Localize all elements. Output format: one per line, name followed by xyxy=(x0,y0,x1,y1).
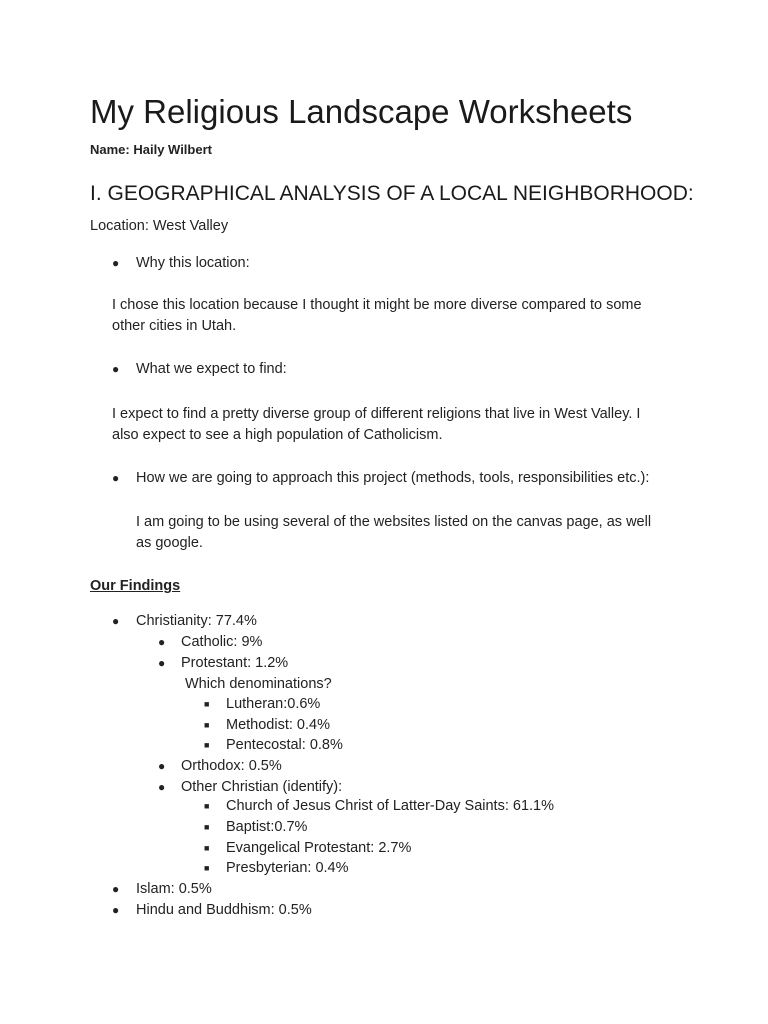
finding-methodist: Methodist: 0.4% xyxy=(226,717,330,733)
finding-lds: Church of Jesus Christ of Latter-Day Saints: 61.1% xyxy=(226,798,555,814)
bullet-icon: ● xyxy=(112,471,120,485)
bullet-icon: ● xyxy=(112,362,120,376)
approach-text-line-1: I am going to be using several of the websites listed on the canvas page, as well xyxy=(136,514,652,530)
bullet-icon: ● xyxy=(112,903,120,917)
location-line: Location: West Valley xyxy=(90,218,229,234)
student-name: Name: Haily Wilbert xyxy=(90,142,212,157)
finding-pentecostal: Pentecostal: 0.8% xyxy=(226,737,343,753)
square-bullet-icon: ■ xyxy=(204,699,210,709)
finding-protestant: Protestant: 1.2% xyxy=(181,655,289,671)
approach-label: How we are going to approach this project (methods, tools, responsibilities etc.): xyxy=(136,470,650,486)
finding-hindu-buddhism: Hindu and Buddhism: 0.5% xyxy=(136,902,312,918)
square-bullet-icon: ■ xyxy=(204,801,210,811)
finding-other-christian: Other Christian (identify): xyxy=(181,779,343,795)
which-denominations: Which denominations? xyxy=(185,676,332,692)
bullet-icon: ● xyxy=(112,614,120,628)
finding-islam: Islam: 0.5% xyxy=(136,881,212,897)
why-text-line-1: I chose this location because I thought it might be more diverse compared to some xyxy=(112,297,642,313)
expect-label: What we expect to find: xyxy=(136,361,287,377)
expect-text-line-2: also expect to see a high population of Catholicism. xyxy=(112,427,443,443)
bullet-icon: ● xyxy=(158,759,166,773)
section-heading: I. GEOGRAPHICAL ANALYSIS OF A LOCAL NEIGHBORHOOD: xyxy=(90,182,694,205)
why-text-line-2: other cities in Utah. xyxy=(112,318,237,334)
finding-baptist: Baptist:0.7% xyxy=(226,819,308,835)
bullet-icon: ● xyxy=(158,635,166,649)
bullet-icon: ● xyxy=(158,780,166,794)
finding-lutheran: Lutheran:0.6% xyxy=(226,696,321,712)
why-label: Why this location: xyxy=(136,255,250,271)
finding-orthodox: Orthodox: 0.5% xyxy=(181,758,282,774)
bullet-icon: ● xyxy=(112,882,120,896)
finding-catholic: Catholic: 9% xyxy=(181,634,263,650)
finding-evangelical: Evangelical Protestant: 2.7% xyxy=(226,840,412,856)
expect-text-line-1: I expect to find a pretty diverse group of different religions that live in West Valley. I xyxy=(112,406,641,422)
square-bullet-icon: ■ xyxy=(204,740,210,750)
findings-heading: Our Findings xyxy=(90,578,181,594)
square-bullet-icon: ■ xyxy=(204,843,210,853)
square-bullet-icon: ■ xyxy=(204,822,210,832)
approach-text-line-2: as google. xyxy=(136,535,203,551)
bullet-icon: ● xyxy=(112,256,120,270)
bullet-icon: ● xyxy=(158,656,166,670)
square-bullet-icon: ■ xyxy=(204,720,210,730)
finding-presbyterian: Presbyterian: 0.4% xyxy=(226,860,349,876)
square-bullet-icon: ■ xyxy=(204,863,210,873)
page-title: My Religious Landscape Worksheets xyxy=(90,93,633,130)
finding-christianity: Christianity: 77.4% xyxy=(136,613,257,629)
